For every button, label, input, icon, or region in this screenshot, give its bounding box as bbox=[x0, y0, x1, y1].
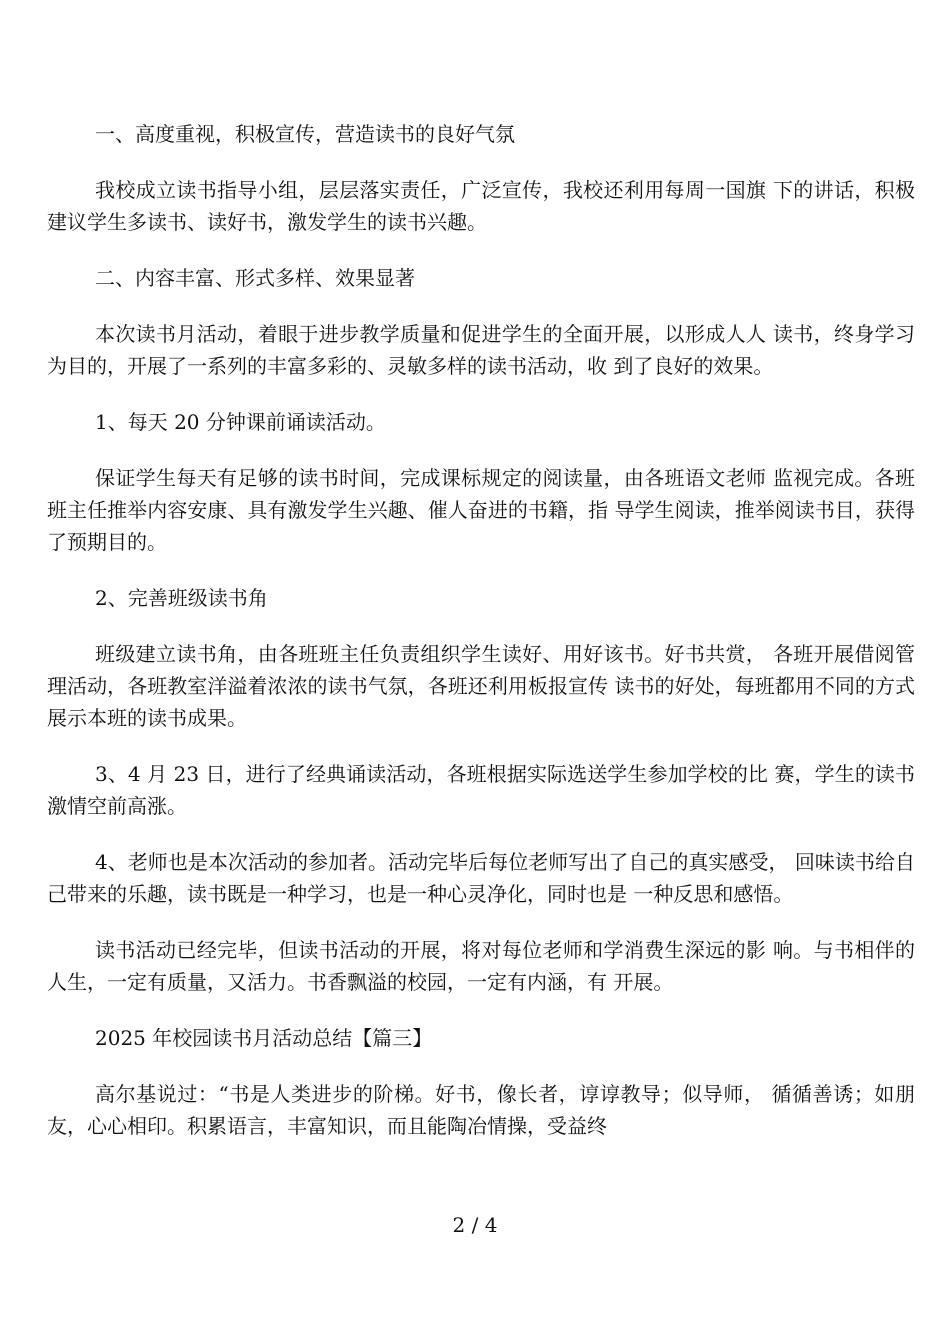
document-body bbox=[47, 118, 915, 1166]
subsection-heading-2: 2、完善班级读书角 bbox=[95, 586, 268, 610]
paragraph: 3、4 月 23 日，进行了经典诵读活动，各班根据实际选送学生参加学校的比 赛，学生的读书激情空前高涨。 bbox=[47, 762, 915, 818]
paragraph: 4、老师也是本次活动的参加者。活动完毕后每位老师写出了自己的真实感受， 回味读书给自己带来的乐趣，读书既是一种学习，也是一种心灵净化，同时也是 一种反思和感悟。 bbox=[47, 850, 915, 906]
paragraph: 高尔基说过：“书是人类进步的阶梯。好书，像长者，谆谆教导；似导师， 循循善诱；如朋友，心心相印。积累语言，丰富知识，而且能陶冶情操，受益终 bbox=[47, 1082, 915, 1138]
section-heading-1: 一、高度重视，积极宣传，营造读书的良好气氛 bbox=[95, 122, 515, 146]
paragraph: 本次读书月活动，着眼于进步教学质量和促进学生的全面开展，以形成人人 读书，终身学习为目的，开展了一系列的丰富多彩的、灵敏多样的读书活动，收 到了良好的效果。 bbox=[47, 322, 915, 378]
paragraph: 我校成立读书指导小组，层层落实责任，广泛宣传，我校还利用每周一国旗 下的讲话，积极建议学生多读书、读好书，激发学生的读书兴趣。 bbox=[47, 178, 915, 234]
subsection-heading-1: 1、每天 20 分钟课前诵读活动。 bbox=[95, 410, 386, 434]
section-heading-2: 二、内容丰富、形式多样、效果显著 bbox=[95, 266, 415, 290]
paragraph: 班级建立读书角，由各班班主任负责组织学生读好、用好该书。好书共赏， 各班开展借阅管理活动，各班教室洋溢着浓浓的读书气氛，各班还利用板报宣传 读书的好处，每班都用不同的方式展示本班的读书成果。 bbox=[47, 642, 915, 730]
paragraph: 读书活动已经完毕，但读书活动的开展，将对每位老师和学消费生深远的影 响。与书相伴的人生，一定有质量，又活力。书香飘溢的校园，一定有内涵，有 开展。 bbox=[47, 938, 915, 994]
paragraph: 保证学生每天有足够的读书时间，完成课标规定的阅读量，由各班语文老师 监视完成。各班班主任推举内容安康、具有激发学生兴趣、催人奋进的书籍，指 导学生阅读，推举阅读书目，获得了预期目的。 bbox=[47, 466, 915, 554]
page-number: 2 / 4 bbox=[452, 1213, 498, 1237]
article-title: 2025 年校园读书月活动总结【篇三】 bbox=[95, 1026, 433, 1050]
